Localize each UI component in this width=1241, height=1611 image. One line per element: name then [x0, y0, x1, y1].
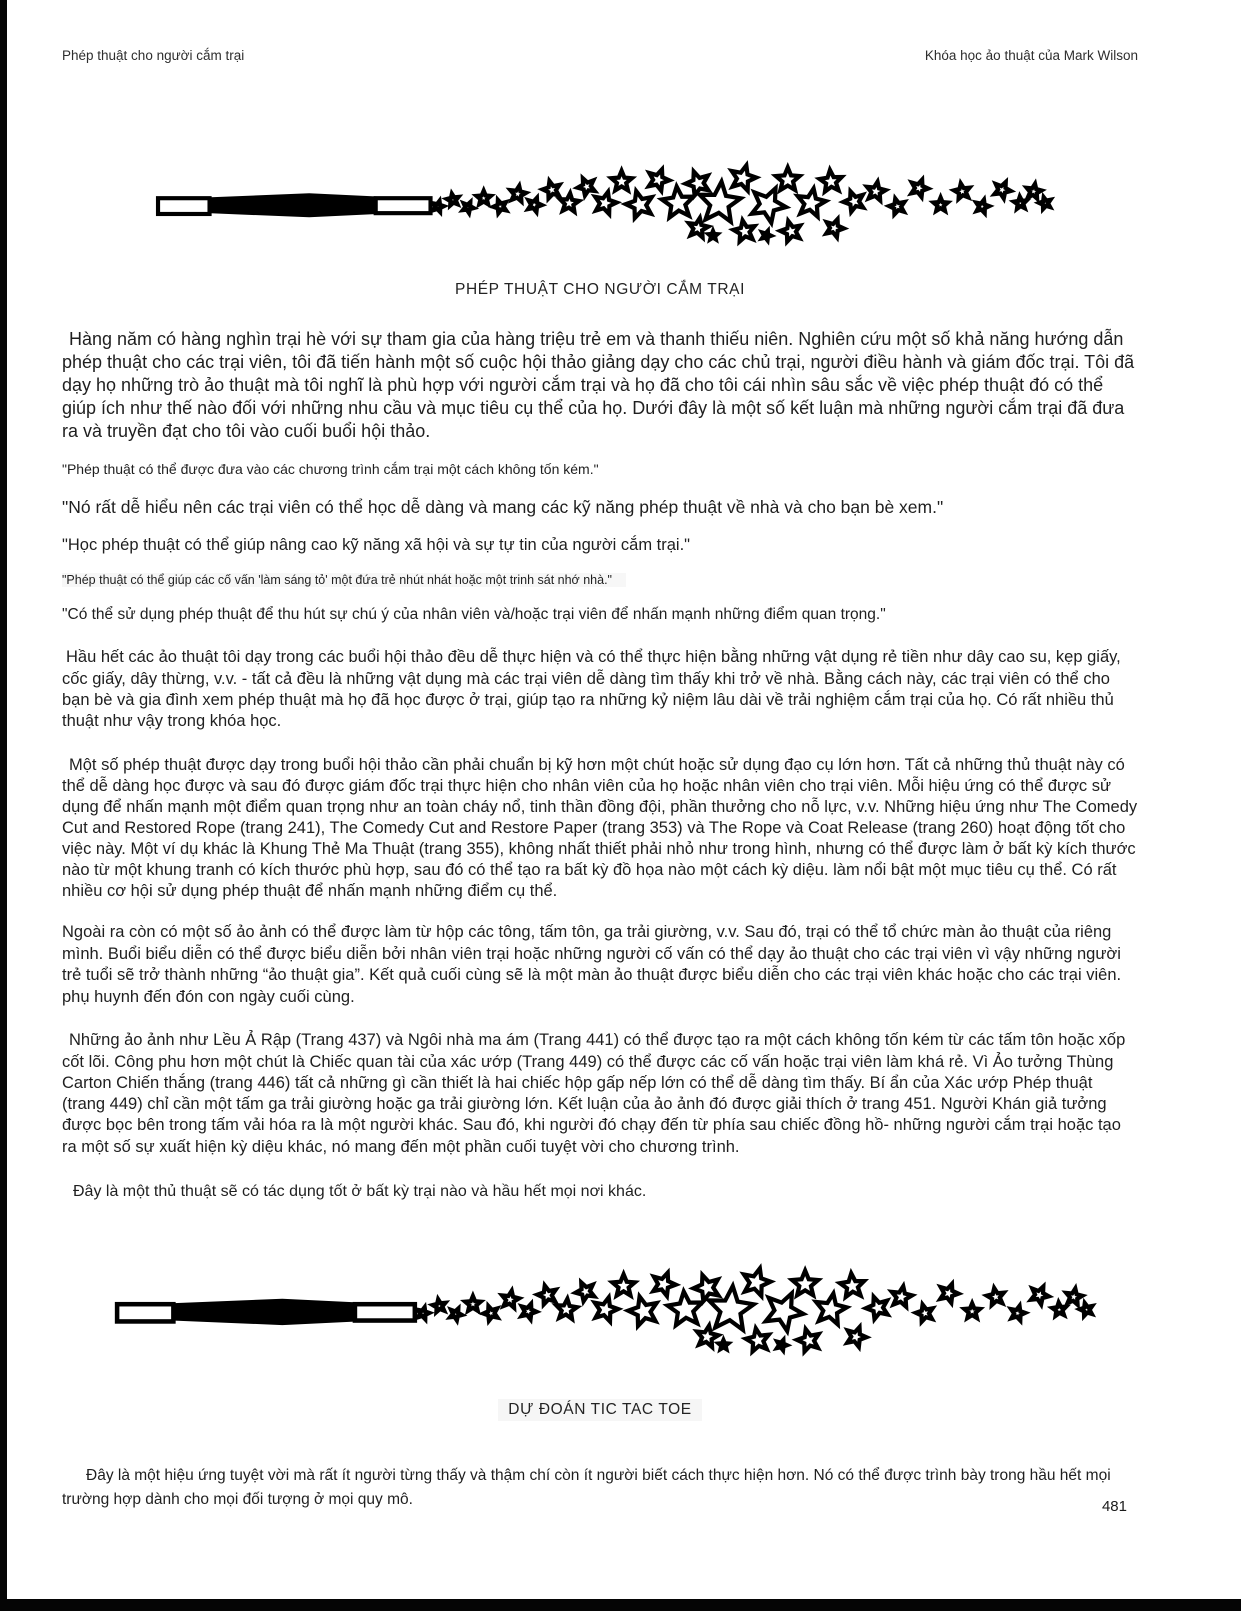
quote-attention: "Có thể sử dụng phép thuật để thu hút sự chú ý của nhân viên và/hoặc trại viên để nhấn mạnh những điểm quan trọng.": [62, 606, 886, 624]
running-head: [62, 48, 1138, 63]
magic-wand-stars-icon: [62, 155, 1138, 263]
running-head-left: Phép thuật cho người cắm trại: [62, 48, 245, 63]
paragraph-works-anywhere: Đây là một thủ thuật sẽ có tác dụng tốt ở bất kỳ trại nào và hầu hết mọi nơi khác.: [73, 1183, 647, 1201]
scan-edge-bottom: [0, 1599, 1241, 1611]
paragraph-tic-tac-toe-intro: Đây là một hiệu ứng tuyệt vời mà rất ít người từng thấy và thậm chí còn ít người biết cách thực hiện hơn. Nó có thể được trình bày trong hầu hết mọi trường hợp dành cho mọi đối tượng ở mọi quy mô.: [62, 1467, 1111, 1509]
quote-inexpensive: "Phép thuật có thể được đưa vào các chương trình cắm trại một cách không tốn kém.": [62, 461, 599, 478]
section-title-campers-magic: PHÉP THUẬT CHO NGƯỜI CẮM TRẠI: [455, 281, 745, 298]
paragraph-bigger-props: Một số phép thuật được dạy trong buổi hội thảo cần phải chuẩn bị kỹ hơn một chút hoặc sử dụng đạo cụ lớn hơn. Tất cả những thủ thuật này có thể dễ dàng học được và sau đó được giám đốc trại thực hiện cho nhân viên của họ hoặc nhân viên cho trại viên. Mỗi hiệu ứng có thể được sử dụng để nhấn mạnh một điểm quan trọng như an toàn cháy nổ, tinh thần đồng đội, phần thưởng cho nỗ lực, v.v. Những hiệu ứng như The Comedy Cut and Restored Rope (trang 241), The Comedy Cut and Restore Paper (trang 353) và The Rope và Coat Release (trang 260) hoạt động tốt cho việc này. Một ví dụ khác là Khung Thẻ Ma Thuật (trang 355), không nhất thiết phải nhỏ như trong hình, nhưng có thể được làm ở bất kỳ kích thước nào từ một khung tranh có kích thước phù hợp, sau đó có thể tạo ra bất kỳ đồ họa nào một cách kỳ diệu. làm nổi bật một mục tiêu cụ thể. Có rất nhiều cơ hội sử dụng phép thuật để nhấn mạnh những điểm cụ thể.: [62, 755, 1138, 900]
quote-counselors: "Phép thuật có thể giúp các cố vấn 'làm sáng tỏ' một đứa trẻ nhút nhát hoặc một trinh sát nhớ nhà.": [62, 573, 626, 587]
wand-stars-illustration-top: [62, 155, 1138, 263]
magic-wand-stars-icon: [62, 1257, 1138, 1375]
quote-easy-to-learn: "Nó rất dễ hiểu nên các trại viên có thể học dễ dàng và mang các kỹ năng phép thuật về nhà và cho bạn bè xem.": [62, 497, 944, 518]
page-number: 481: [1101, 1498, 1127, 1515]
quote-social-skills: "Học phép thuật có thể giúp nâng cao kỹ năng xã hội và sự tự tin của người cắm trại.": [62, 536, 691, 555]
wand-stars-illustration-bottom: [62, 1257, 1138, 1375]
scan-edge-left: [0, 0, 7, 1611]
paragraph-illusions: Những ảo ảnh như Lều Ả Rập (Trang 437) và Ngôi nhà ma ám (Trang 441) có thể được tạo ra một cách không tốn kém từ các tấm tôn hoặc xốp cốt lõi. Công phu hơn một chút là Chiếc quan tài của xác ướp (Trang 449) có thể được các cố vấn hoặc trại viên làm khá rẻ. Vì Ảo tưởng Thùng Carton Chiến thắng (trang 446) tất cả những gì cần thiết là hai chiếc hộp gấp nếp lớn có thể dễ dàng tìm thấy. Bí ẩn của Xác ướp Phép thuật (trang 449) chỉ cần một tấm ga trải giường hoặc ga trải giường lớn. Kết luận của ảo ảnh đó được giải thích ở trang 451. Người Khán giả tưởng được bọc bên trong tấm vải hóa ra là một người khác. Sau đó, khi người đó chạy đến từ phía sau chiếc đồng hồ- những người cắm trại hoặc tạo ra một số sự xuất hiện kỳ diệu khác, nó mang đến một phần cuối tuyệt vời cho chương trình.: [62, 1031, 1126, 1156]
paragraph-cheap-props: Hầu hết các ảo thuật tôi dạy trong các buổi hội thảo đều dễ thực hiện và có thể thực hiện bằng những vật dụng rẻ tiền như dây cao su, kẹp giấy, cốc giấy, dây thừng, v.v. - tất cả đều là những vật dụng mà các trại viên dễ dàng tìm thấy khi trở về nhà. Bằng cách này, các trại viên có thể cho bạn bè và gia đình xem phép thuật mà họ đã học được ở trại, giúp tạo ra những kỷ niệm lâu dài về trải nghiệm cắm trại của họ. Có rất nhiều thủ thuật như vậy trong khóa học.: [62, 648, 1121, 731]
paragraph-intro: Hàng năm có hàng nghìn trại hè với sự tham gia của hàng triệu trẻ em và thanh thiếu niên. Nghiên cứu một số khả năng hướng dẫn phép thuật cho các trại viên, tôi đã tiến hành một số cuộc hội thảo giảng dạy cho các chủ trại, người điều hành và giám đốc trại. Tôi đã dạy họ những trò ảo thuật mà tôi nghĩ là phù hợp với người cắm trại và họ đã cho tôi cái nhìn sâu sắc về việc phép thuật đó có thể giúp ích như thế nào đối với những nhu cầu và mục tiêu cụ thể của họ. Dưới đây là một số kết luận mà những người cắm trại đã đưa ra và truyền đạt cho tôi vào cuối buổi hội thảo.: [62, 329, 1135, 442]
paragraph-camp-show: Ngoài ra còn có một số ảo ảnh có thể được làm từ hộp các tông, tấm tôn, ga trải giường, v.v. Sau đó, trại có thể tổ chức màn ảo thuật của riêng mình. Buổi biểu diễn có thể được biểu diễn bởi nhân viên trại hoặc những người cố vấn có thể dạy ảo thuật cho các trại viên vì vậy những người trẻ tuổi sẽ trở thành những “ảo thuật gia”. Kết quả cuối cùng sẽ là một màn ảo thuật được biểu diễn cho các trại viên khác hoặc cho các trại viên. phụ huynh đến đón con ngày cuối cùng.: [62, 922, 1122, 1007]
running-head-right: Khóa học ảo thuật của Mark Wilson: [924, 48, 1138, 63]
page-content: [62, 0, 1138, 1512]
section-title-tic-tac-toe: DỰ ĐOÁN TIC TAC TOE: [62, 1399, 1138, 1421]
